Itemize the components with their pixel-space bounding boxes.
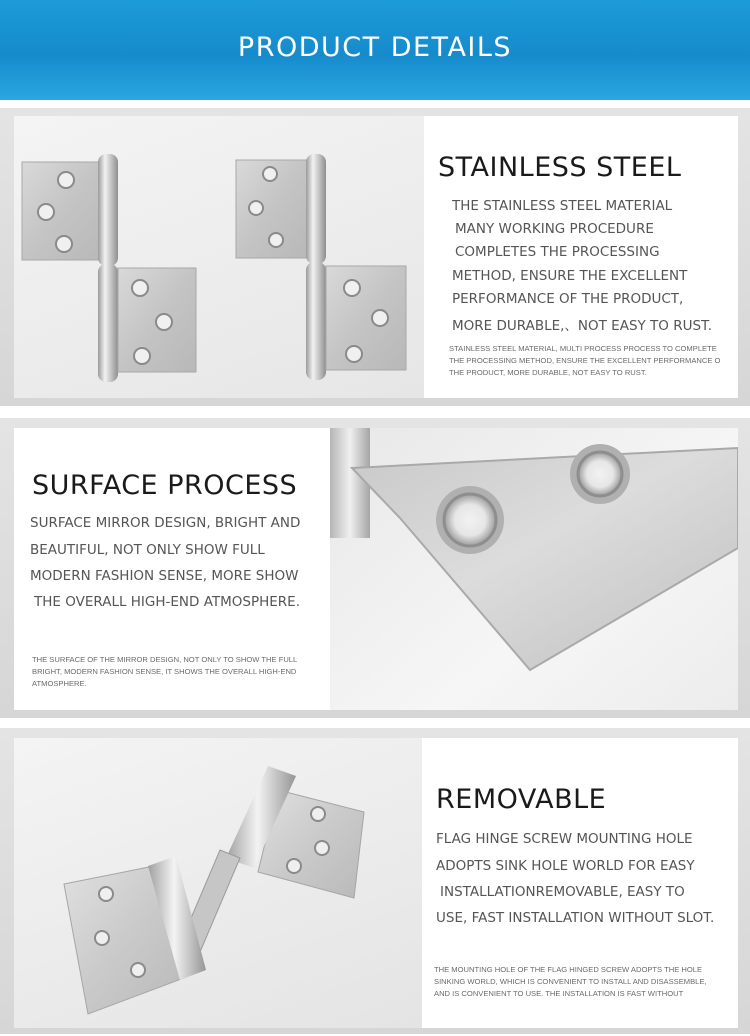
fine-print-line: STAINLESS STEEL MATERIAL, MULTI PROCESS PROCESS TO COMPLETE xyxy=(449,344,717,353)
description-line: BEAUTIFUL, NOT ONLY SHOW FULL xyxy=(30,542,265,558)
hinge-closeup-photo xyxy=(330,428,738,710)
description-line: THE STAINLESS STEEL MATERIAL xyxy=(452,198,673,214)
description-line: MORE DURABLE,、NOT EASY TO RUST. xyxy=(452,318,712,334)
fine-print-line: THE SURFACE OF THE MIRROR DESIGN, NOT ONLY TO SHOW THE FULL xyxy=(32,655,298,664)
description-line: ADOPTS SINK HOLE WORLD FOR EASY xyxy=(436,858,695,874)
description-line: METHOD, ENSURE THE EXCELLENT xyxy=(452,268,688,284)
page-title: PRODUCT DETAILS xyxy=(237,32,513,63)
hinge-pair-photo xyxy=(14,116,424,398)
fine-print-line: THE PROCESSING METHOD, ENSURE THE EXCELLENT PERFORMANCE O xyxy=(449,356,721,365)
fine-print-line: ATMOSPHERE. xyxy=(32,679,87,688)
surface-process-text-panel xyxy=(14,428,330,710)
fine-print xyxy=(32,654,322,690)
description-line: PERFORMANCE OF THE PRODUCT, xyxy=(452,291,684,307)
header-banner xyxy=(0,0,750,100)
hinge-separated-photo xyxy=(14,738,422,1028)
stainless-steel-text-panel xyxy=(424,116,738,398)
fine-print xyxy=(449,343,735,379)
description-line: INSTALLATIONREMOVABLE, EASY TO xyxy=(440,884,685,900)
description-line: SURFACE MIRROR DESIGN, BRIGHT AND xyxy=(30,515,301,531)
description-line: MANY WORKING PROCEDURE xyxy=(455,221,654,237)
section-title: STAINLESS STEEL xyxy=(438,152,682,183)
section-title: SURFACE PROCESS xyxy=(32,470,298,501)
description-line: USE, FAST INSTALLATION WITHOUT SLOT. xyxy=(436,910,715,926)
section-title: REMOVABLE xyxy=(436,784,607,815)
fine-print-line: THE PRODUCT, MORE DURABLE, NOT EASY TO RUST. xyxy=(449,368,647,377)
fine-print-line: SINKING WORLD, WHICH IS CONVENIENT TO INSTALL AND DISASSEMBLE, xyxy=(434,977,707,986)
fine-print-line: AND IS CONVENIENT TO USE. THE INSTALLATION IS FAST WITHOUT xyxy=(434,989,684,998)
section-removable xyxy=(0,728,750,1034)
removable-text-panel xyxy=(422,738,738,1028)
fine-print xyxy=(434,964,734,1000)
description-line: THE OVERALL HIGH-END ATMOSPHERE. xyxy=(34,594,301,610)
hinge-right xyxy=(236,154,406,380)
fine-print-line: THE MOUNTING HOLE OF THE FLAG HINGED SCREW ADOPTS THE HOLE xyxy=(434,965,703,974)
description-line: FLAG HINGE SCREW MOUNTING HOLE xyxy=(436,831,693,847)
fine-print-line: BRIGHT, MODERN FASHION SENSE, IT SHOWS THE OVERALL HIGH-END xyxy=(32,667,297,676)
description-line: MODERN FASHION SENSE, MORE SHOW xyxy=(30,568,299,584)
description-line: COMPLETES THE PROCESSING xyxy=(455,244,660,260)
hinge-left xyxy=(22,154,196,382)
section-surface-process xyxy=(0,418,750,718)
section-stainless-steel xyxy=(0,108,750,406)
